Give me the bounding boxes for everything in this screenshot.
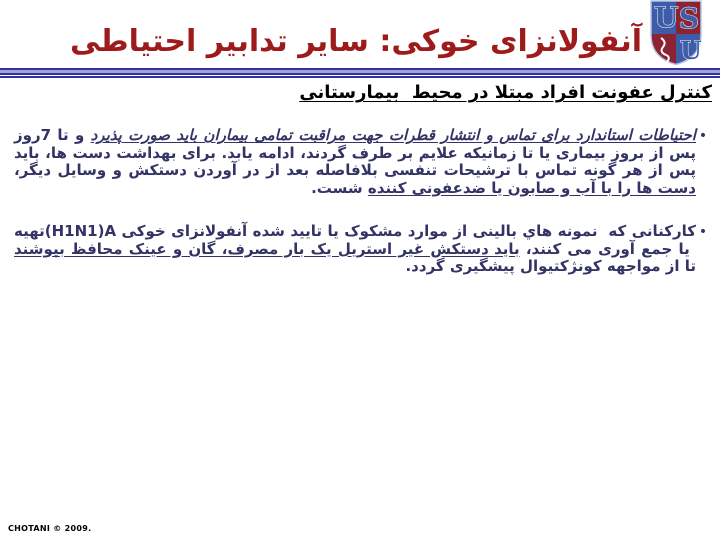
bullet-2-seg-plain-2: تهیه یا جمع آوری می کنند، — [14, 222, 696, 258]
bullet-marker: • — [698, 224, 708, 240]
logo-letter-u-top: U — [654, 1, 679, 34]
title-divider-rule — [0, 68, 720, 78]
bullet-2-text — [14, 223, 696, 276]
bullet-1-seg-plain-1: و تا 7روز پس از بروز بیماری یا تا زمانیکه علایم بر طرف گردند، ادامه یابد. برای بهداشت دست ها، باید پس از هر گونه تماس با ترشیحات تنفسی بلافاصله بعد از در آوردن دستکش و وسایل دیگر، — [14, 126, 696, 179]
bullet-2-seg-h1n1-latin: (H1N1)A — [44, 222, 117, 240]
copyright-text: CHOTANI © 2009. — [8, 524, 92, 533]
bullet-2-seg-plain-3: تا از مواجهه کونژکتیوال پیشگیری گردد. — [405, 257, 696, 275]
bullet-list — [14, 127, 710, 276]
bullet-1-seg-underlined: دست ها را با آب و صابون یا ضدعفونی کننده — [367, 178, 696, 197]
logo-letter-s: S — [679, 2, 700, 35]
bullet-2-seg-underlined: باید دستکش غیر استریل یک بار مصرف، گان و عینک محافظ بپوشند — [14, 239, 520, 258]
logo-letter-u-bottom: U — [680, 36, 702, 65]
divider-band — [0, 68, 720, 75]
usu-shield-logo — [648, 0, 704, 66]
bullet-1-seg-italic-underlined: احتیاطات استاندارد برای تماس و انتشار قطرات جهت مراقبت تمامی بیماران باید صورت پذیرد — [90, 126, 696, 144]
bullet-2-seg-plain-1: کارکنانی که نمونه هاي بالینی از موارد مشکوک یا تایید شده آنفولانزای خوکی — [116, 222, 696, 240]
bullet-1-text — [14, 127, 696, 197]
bullet-1-seg-plain-2: شست. — [311, 178, 368, 197]
slide-title: آنفولانزای خوکی: سایر تدابیر احتیاطی — [69, 24, 642, 59]
section-heading: کنترل عفونت افراد مبتلا در محیط بیمارستانی — [299, 82, 712, 103]
bullet-item-1 — [14, 127, 710, 197]
divider-thin-line — [0, 76, 720, 78]
bullet-marker: • — [698, 128, 708, 144]
bullet-item-2 — [14, 223, 710, 276]
